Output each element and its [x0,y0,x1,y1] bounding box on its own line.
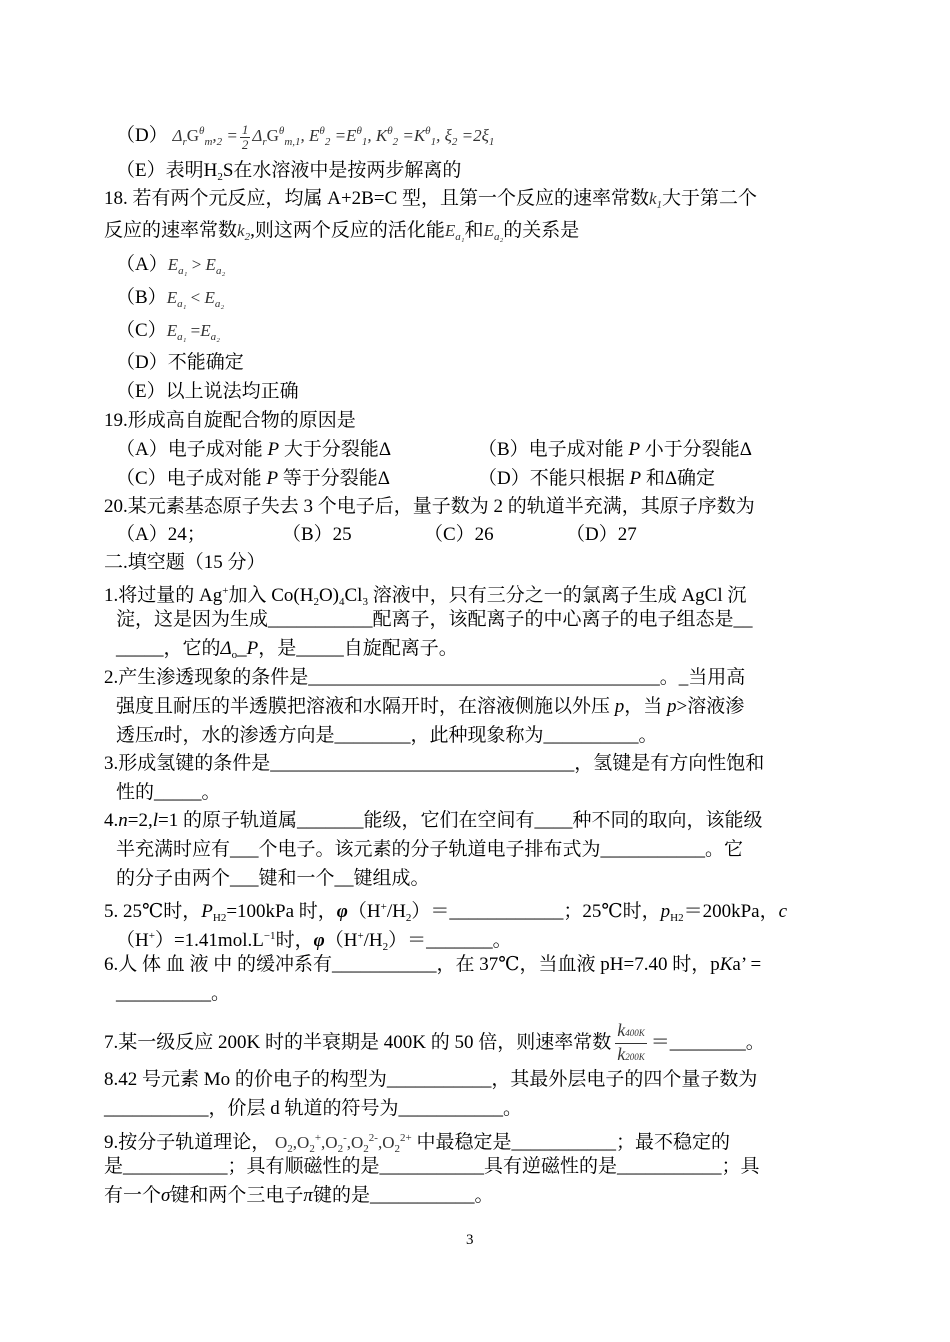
q17-option-e-label: （E） [116,160,166,181]
f9-line1: 9.按分子轨道理论， $O_2,O_2^+,O_2^-,O_2^{2-},O_2^{2+}$ 中最稳定是___________；最不稳定的 [104,1132,730,1155]
f3-line1: 3.形成氢键的条件是________________________________，氢键是有方向性饱和 [104,753,765,774]
f1-line3: _____，它的$\Delta_o\_P$，是_____自旋配离子。 [116,638,458,661]
section2-title: 二.填空题（15 分） [104,552,266,573]
q18-option-a: $(A)E_{a_1} > E_{a_2}$ [116,254,226,277]
f8-line1: 8.42 号元素 Mo 的价电子的构型为___________，其最外层电子的四个量子数为 [104,1069,758,1090]
q18-stem-line1: 18. 若有两个元反应，均属 A+2B=C 型，且第一个反应的速率常数$k_1$大于第二个 [104,188,758,211]
q17-option-d [116,118,494,155]
f6-line2: __________。 [116,983,231,1004]
f7-blank: ＝________。 [650,1031,765,1053]
q18-option-b: $(B)E_{a_1} < E_{a_2}$ [116,287,225,310]
f2-line1: 2.产生渗透现象的条件是_____________________________________。_当用高 [104,667,746,688]
q20-stem: 20.某元素基态原子失去 3 个电子后，量子数为 2 的轨道半充满，其原子序数为 [104,496,755,517]
q20-option-b: （B）25 [282,524,352,545]
q19-option-b: （B）电子成对能 P 小于分裂能Δ [478,439,753,460]
f6-line1: 6.人 体 血 液 中 的缓冲系有___________，在 37℃，当血液 pH=7.40 时，pKa’ = [104,954,762,975]
q20-option-c: （C）26 [424,524,494,545]
f2-line3: 透压π时，水的渗透方向是________，此种现象称为__________。 [116,725,658,746]
q18-option-e: （E）以上说法均正确 [116,381,299,402]
f7-line1 [104,1020,765,1067]
f9-line2: 是___________；具有顺磁性的是___________具有逆磁性的是___________；具 [104,1156,760,1177]
q18-stem-line2: 反应的速率常数$k_2$,则这两个反应的活化能$E_{a_1}$和$E_{a_2}$的关系是 [104,220,580,243]
q20-option-a: （A）24； [116,524,206,545]
rate-constant-ratio: $\frac{k400K}{k200K}$ [617,1020,645,1064]
f1-line1: 1.将过量的 Ag+加入 $Co(H_2O)_4Cl_3$ 溶液中，只有三分之一的氯离子生成 AgCl 沉 [104,585,747,608]
q17-option-d-formula: $\Delta_rG^\theta_m,_2$ = $\frac{1}{2}$ $\Delta_rG^\theta_{m,1}$, $E^\theta_2 =E^\theta_1$, $K^\theta_2 =K^\theta_1$, $\xi_2 =2\xi_1$ [172,121,495,152]
f4-line1: 4.n=2,l=1 的原子轨道属_______能级，它们在空间有____种不同的取向，该能级 [104,810,763,831]
oxygen-species-list: $O_2,O_2^+,O_2^-,O_2^{2-},O_2^{2+}$ [275,1132,412,1155]
page-number: 3 [466,1232,474,1248]
q17-option-d-label: （D） [116,125,168,146]
f5-line1: 5. 25℃时，$P_{H2}=100kPa$ 时，$\varphi(H^+/H_2)=\_\_\_\_\_\_\_\_\_\_\_\_$；25℃时，$p_{H2}=200kPa$，c [104,901,788,924]
f5-line2: $(H^+)=1.41mol.L^{-1}$时，$\varphi(H^+/H_2)=\_\_\_\_\_\_\_$。 [116,930,512,953]
one-half-fraction: $\frac{1}{2}$ [241,121,249,152]
f1-line2: 淀，这是因为生成___________配离子，该配离子的中心离子的电子组态是__ [116,609,753,630]
q19-stem: 19.形成高自旋配合物的原因是 [104,410,356,431]
q20-option-d: （D）27 [566,524,637,545]
q19-option-d: （D）不能只根据 P 和Δ确定 [478,468,716,489]
q18-option-d: （D）不能确定 [116,352,244,373]
f7-text: 7.某一级反应 200K 时的半衰期是 400K 的 50 倍，则速率常数 [104,1031,612,1053]
q19-option-a: （A）电子成对能 P 大于分裂能Δ [116,439,392,460]
f4-line2: 半充满时应有___个电子。该元素的分子轨道电子排布式为___________。它 [116,839,744,860]
q18-option-c: $(C)E_{a_1} =E_{a_2}$ [116,320,220,343]
q19-option-c: （C）电子成对能 P 等于分裂能Δ [116,468,391,489]
q17-option-e-text: 表明$H_2S$在水溶液中是按两步解离的 [165,160,462,183]
f3-line2: 性的_____。 [116,782,221,803]
f2-line2: 强度且耐压的半透膜把溶液和水隔开时，在溶液侧施以外压 p，当 p>溶液渗 [116,696,745,717]
f4-line3: 的分子由两个___键和一个__键组成。 [116,868,430,889]
f8-line2: ___________，价层 d 轨道的符号为___________。 [104,1098,523,1119]
f9-line3: 有一个σ键和两个三电子π键的是___________。 [104,1185,494,1206]
